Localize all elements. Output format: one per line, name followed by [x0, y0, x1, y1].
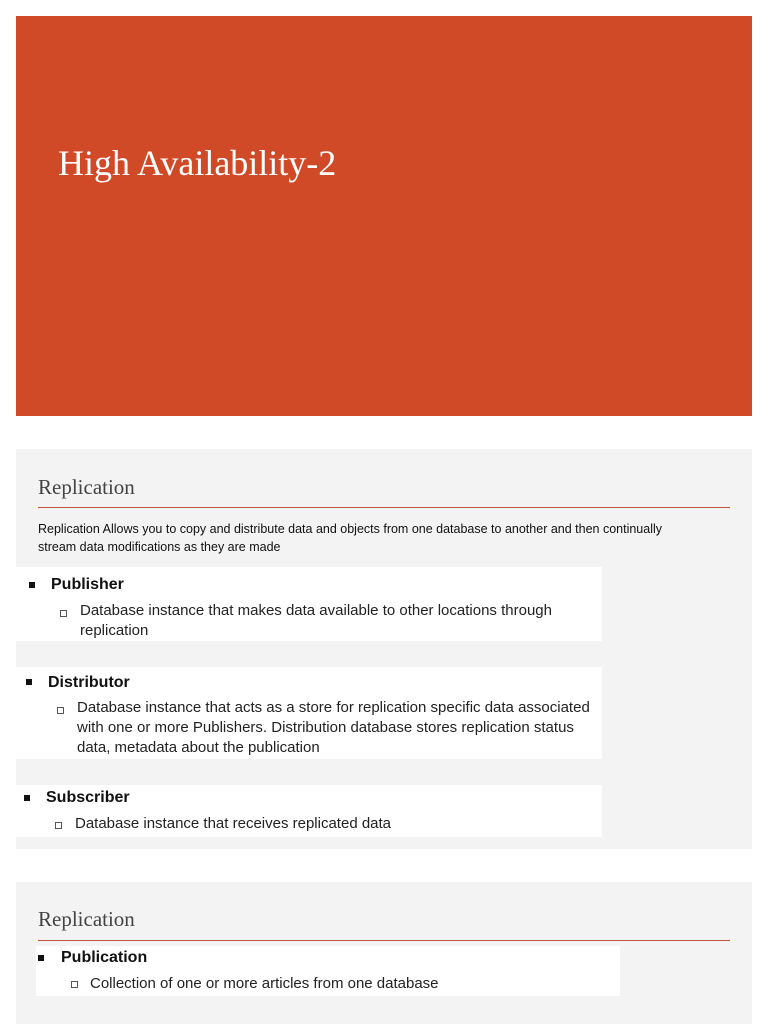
- slide-heading: Replication: [38, 907, 135, 931]
- bullet-marker: [38, 955, 44, 961]
- subscriber-box: [16, 785, 602, 837]
- slide-title: High Availability-2: [58, 143, 337, 183]
- distributor-description: Database instance that acts as a store for replication specific data associated with one or more Publishers. Distribution database stores replication status data, metadata about the publication: [77, 699, 590, 756]
- heading-divider: [38, 507, 730, 508]
- sub-bullet-marker: [57, 707, 64, 714]
- bullet-marker: [29, 582, 35, 588]
- sub-bullet-marker: [55, 822, 62, 829]
- distributor-term: Distributor: [48, 674, 130, 691]
- replication-slide: [16, 449, 752, 849]
- publisher-term: Publisher: [51, 576, 124, 593]
- intro-text: Replication Allows you to copy and distribute data and objects from one database to another and then continually stream data modifications as they are made: [38, 522, 663, 554]
- bullet-marker: [24, 795, 30, 801]
- subscriber-term: Subscriber: [46, 789, 130, 806]
- title-slide: [16, 16, 752, 416]
- sub-bullet-marker: [71, 981, 78, 988]
- publisher-box: [16, 567, 602, 641]
- sub-bullet-marker: [60, 610, 67, 617]
- publisher-description: Database instance that makes data available to other locations through replication: [80, 602, 552, 639]
- bullet-marker: [26, 679, 32, 685]
- publication-box: [36, 946, 620, 996]
- heading-divider: [38, 940, 730, 941]
- replication-slide-2: [16, 882, 752, 1024]
- distributor-box: [16, 667, 602, 759]
- publication-description: Collection of one or more articles from one database: [90, 975, 439, 992]
- slide-heading: Replication: [38, 475, 135, 499]
- publication-term: Publication: [61, 949, 148, 966]
- subscriber-description: Database instance that receives replicated data: [75, 815, 392, 832]
